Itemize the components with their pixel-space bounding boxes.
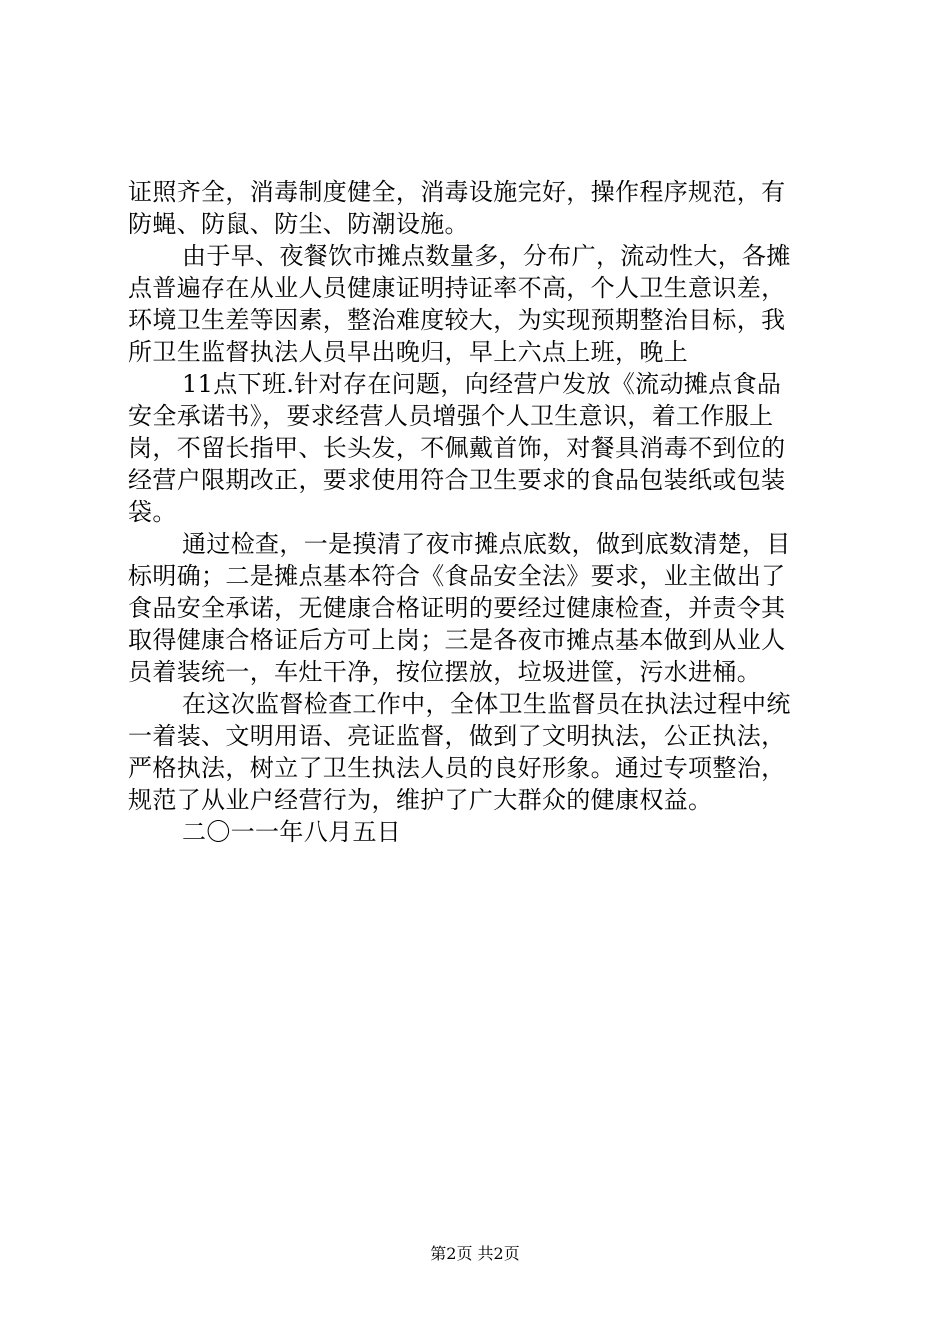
text-line: 在这次监督检查工作中，全体卫生监督员在执法过程中统 <box>182 690 791 718</box>
text-line: 二〇一一年八月五日 <box>182 818 402 846</box>
document-body <box>128 176 828 848</box>
text-line: 员着装统一，车灶干净，按位摆放，垃圾进筐，污水进桶。 <box>128 658 762 686</box>
text-line: 安全承诺书》，要求经营人员增强个人卫生意识，着工作服上 <box>128 402 774 430</box>
text-line: 通过检查，一是摸清了夜市摊点底数，做到底数清楚，目 <box>182 530 791 558</box>
text-line: 所卫生监督执法人员早出晚归，早上六点上班，晚上 <box>128 338 689 366</box>
text-line: 环境卫生差等因素，整治难度较大，为实现预期整治目标，我 <box>128 306 786 334</box>
text-line: 一着装、文明用语、亮证监督，做到了文明执法，公正执法， <box>128 722 786 750</box>
text-line: 经营户限期改正，要求使用符合卫生要求的食品包装纸或包装 <box>128 466 786 494</box>
text-line: 严格执法，树立了卫生执法人员的良好形象。通过专项整治， <box>128 754 786 782</box>
text-line: 由于早、夜餐饮市摊点数量多，分布广，流动性大，各摊 <box>182 242 791 270</box>
text-line: 标明确；二是摊点基本符合《食品安全法》要求，业主做出了 <box>128 562 786 590</box>
text-line: 防蝇、防鼠、防尘、防潮设施。 <box>128 210 469 238</box>
text-line: 点普遍存在从业人员健康证明持证率不高，个人卫生意识差， <box>128 274 786 302</box>
text-line: 规范了从业户经营行为，维护了广大群众的健康权益。 <box>128 786 713 814</box>
text-line: 11点下班.针对存在问题，向经营户发放《流动摊点食品 <box>182 370 782 398</box>
page-footer: 第2页 共2页 <box>430 1244 520 1263</box>
text-line: 岗，不留长指甲、长头发，不佩戴首饰，对餐具消毒不到位的 <box>128 434 786 462</box>
text-line: 取得健康合格证后方可上岗；三是各夜市摊点基本做到从业人 <box>128 626 786 654</box>
text-line: 食品安全承诺，无健康合格证明的要经过健康检查，并责令其 <box>128 594 786 622</box>
text-line: 袋。 <box>128 498 177 526</box>
text-line: 证照齐全，消毒制度健全，消毒设施完好，操作程序规范，有 <box>128 178 786 206</box>
